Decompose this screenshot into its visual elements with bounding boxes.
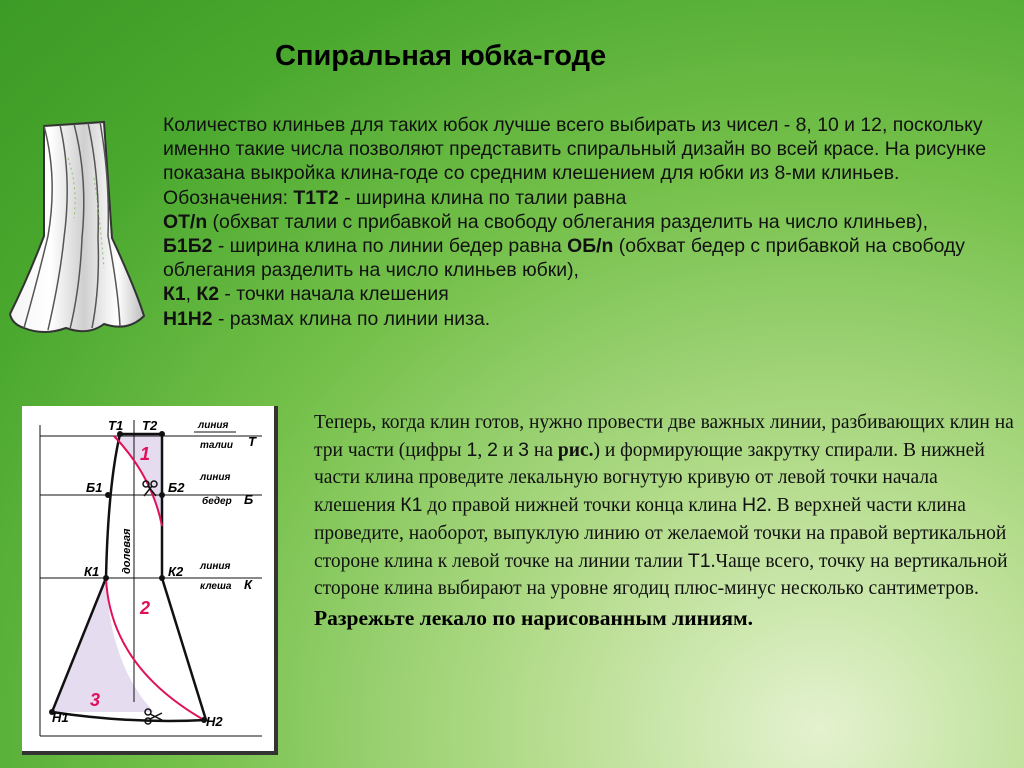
instr-part2: и [497, 439, 519, 461]
instruction-text [314, 409, 1014, 633]
instr-n2: 2 [487, 438, 498, 461]
flare-line-letter: К [244, 577, 252, 592]
intro-paragraph: Количество клиньев для таких юбок лучше всего выбирать из чисел - 8, 10 и 12, поскольку именно такие числа позволяют представить спиральный дизайн во всей красе. На рисунке показана выкройка клина-годе со средним клешением для юбки из 8-ми клиньев. [163, 114, 987, 185]
instr-part4: ) и формирующие закрутку спирали. В нижней части клина проведите лекальную вогнутую кривую от левой точки начала клешения [314, 439, 985, 517]
term-ob: ОБ/n [567, 235, 614, 258]
part-number-3: 3 [90, 690, 101, 710]
waist-line-letter: Т [248, 434, 256, 449]
instr-part6: . В верхней части клина проведите, наоборот, выпуклую линию от желаемой точки на правой вертикальной стороне клина к левой точке на линии талии [314, 495, 1007, 572]
label-h2: Н2 [206, 714, 223, 729]
instr-n3: 3 [518, 438, 530, 461]
instr-k1: К1 [400, 494, 423, 517]
intro-text [163, 113, 998, 331]
term-k1: К1 [163, 283, 186, 306]
legend-t1t2 [163, 186, 998, 210]
legend-h-text: - размах клина по линии низа. [212, 307, 491, 330]
skirt-illustration [8, 118, 150, 340]
legend-ot [163, 210, 998, 234]
label-k2: К2 [168, 564, 184, 579]
legend-t1t2-text: - ширина клина по талии равна [338, 186, 627, 209]
legend-ob-text: (обхват бедер с прибавкой на свободу облегания разделить на число клиньев юбки), [163, 235, 965, 282]
legend-k-text: - точки начала клешения [219, 283, 449, 306]
hip-line-label-2: бедер [202, 496, 232, 507]
legend-b1b2 [163, 234, 998, 282]
term-b1b2: Б1Б2 [163, 235, 213, 258]
flare-line-label-1: линия [200, 561, 231, 572]
flare-line-label-2: клеша [200, 581, 232, 592]
legend-k [163, 282, 998, 306]
instr-part3: на [529, 439, 558, 461]
instr-t1: Т1 [687, 549, 711, 572]
legend-label: Обозначения: [163, 186, 294, 209]
instruction-paragraph [314, 409, 1014, 603]
instr-part1: Теперь, когда клин готов, нужно провести две важных линии, разбивающих клин на три части (цифры [314, 412, 1014, 461]
legend-ot-text: (обхват талии с прибавкой на свободу облегания разделить на число клиньев), [207, 210, 928, 233]
waist-line-label-2: талии [200, 440, 234, 451]
instr-part7: .Чаще всего, точку на вертикальной стороне клина выбирают на уровне ягодиц плюс-минус несколько сантиметров. [314, 550, 1008, 600]
instr-n1: 1 [466, 438, 478, 461]
instr-ris: рис. [557, 439, 594, 461]
instr-part5: до правой нижней точки конца клина [422, 495, 742, 517]
term-h1h2: Н1Н2 [163, 307, 213, 330]
instr-h2: Н2 [741, 494, 767, 517]
cut-instruction: Разрежьте лекало по нарисованным линиям. [314, 605, 754, 630]
waist-line-label-1: линия [198, 420, 229, 431]
legend-b1b2-text: - ширина клина по линии бедер равна [212, 235, 568, 258]
legend-k-sep: , [185, 283, 197, 306]
grain-line-label: долевая [121, 528, 133, 574]
label-k1: К1 [84, 564, 100, 579]
term-ot: ОТ/n [163, 210, 208, 233]
hip-line-letter: Б [244, 492, 254, 507]
label-b1: Б1 [86, 480, 103, 495]
part-number-1: 1 [140, 444, 151, 464]
label-b2: Б2 [168, 480, 185, 495]
label-t2: Т2 [142, 418, 158, 433]
label-t1: Т1 [108, 418, 124, 433]
pattern-diagram [22, 406, 278, 755]
part-number-2: 2 [140, 598, 151, 618]
slide-title: Спиральная юбка-годе [275, 40, 607, 72]
instr-sep1: , [477, 439, 488, 461]
legend-h [163, 307, 998, 331]
hip-line-label-1: линия [200, 472, 231, 483]
term-t1t2: Т1Т2 [293, 186, 339, 209]
label-h1: Н1 [52, 710, 69, 725]
term-k2: К2 [196, 283, 220, 306]
